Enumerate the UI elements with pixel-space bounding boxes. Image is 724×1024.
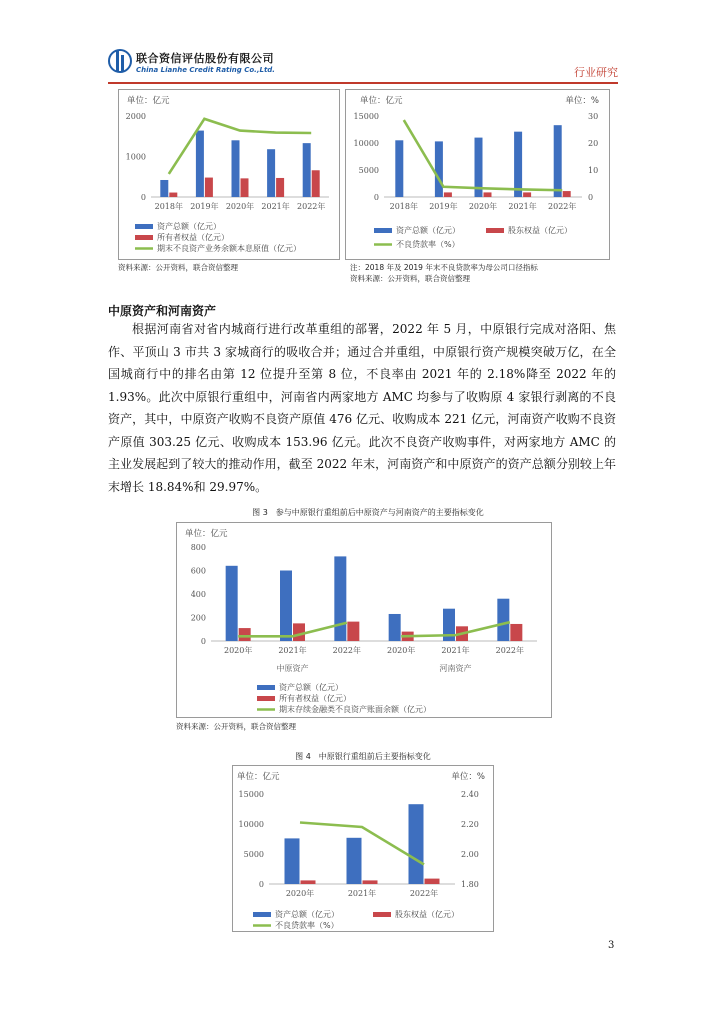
fig1-bar — [303, 143, 311, 197]
fig2-bar — [435, 141, 443, 197]
fig4-ytick-label: 5000 — [243, 850, 264, 859]
fig2-bar — [563, 191, 571, 197]
fig2-source: 资料来源：公开资料，联合资信整理 — [350, 274, 470, 283]
fig4-legend-label: 股东权益（亿元） — [395, 910, 459, 919]
fig2-legend-label: 不良贷款率（%） — [396, 240, 460, 249]
brand-name-cn: 联合资信评估股份有限公司 — [136, 52, 274, 65]
section-tag: 行业研究 — [574, 66, 618, 79]
page-number: 3 — [608, 940, 615, 951]
fig3-xtick-label: 2020年 — [223, 646, 253, 655]
fig1-xtick-label: 2021年 — [261, 202, 290, 211]
fig4-ytick-label: 10000 — [238, 820, 264, 829]
fig3-legend-label: 所有者权益（亿元） — [279, 694, 351, 703]
fig3-line-series — [401, 622, 510, 636]
fig3-xtick-label: 2020年 — [386, 646, 416, 655]
fig3-legend-swatch — [257, 696, 275, 701]
fig2-bar — [444, 192, 452, 197]
fig3-ytick-label: 800 — [190, 543, 206, 552]
fig3-group-label: 河南资产 — [439, 664, 472, 673]
fig1-legend-label: 所有者权益（亿元） — [157, 233, 229, 242]
fig3-source: 资料来源：公开资料，联合资信整理 — [176, 722, 296, 731]
fig1-legend-label: 期末不良资产业务余额本息原值（亿元） — [157, 244, 301, 253]
figure-3-box — [176, 522, 552, 718]
fig1-unit-left: 单位：亿元 — [127, 96, 170, 106]
fig4-unit-right: 单位：% — [451, 772, 485, 782]
fig3-chart — [177, 523, 553, 719]
fig1-bar — [241, 178, 249, 197]
fig4-y2tick-label: 2.20 — [461, 820, 479, 829]
fig4-bar — [347, 838, 362, 884]
fig3-bar — [389, 614, 401, 641]
fig1-bar — [196, 131, 204, 197]
fig2-legend-swatch — [486, 228, 504, 233]
fig2-xtick-label: 2018年 — [389, 202, 418, 211]
figure-2-box — [345, 89, 610, 260]
fig3-unit-left: 单位：亿元 — [185, 529, 228, 539]
fig3-xtick-label: 2022年 — [495, 646, 525, 655]
figure-4-box — [232, 765, 494, 932]
fig4-caption: 图 4 中原银行重组前后主要指标变化 — [295, 752, 431, 761]
fig2-bar — [514, 132, 522, 197]
fig2-xtick-label: 2020年 — [468, 202, 498, 211]
fig2-xtick-label: 2022年 — [548, 202, 577, 211]
fig4-legend-swatch — [253, 912, 271, 917]
fig4-ytick-label: 0 — [258, 880, 264, 889]
fig3-xtick-label: 2021年 — [278, 646, 307, 655]
section-paragraph: 根据河南省对省内城商行进行改革重组的部署，2022 年 5 月，中原银行完成对洛阳、焦作、平顶山 3 市共 3 家城商行的吸收合并；通过合并重组，中原银行资产规模突破万亿，在全国城商行中的排名由第 12 位提升至第 8 位，不良率由 2021 年的 2.18%降至 2022 年的 1.93%。此次中原银行重组中，河南省内两家地方 AMC 均参与了收购原 4 家银行剥离的不良资产，其中，中原资产收购不良资产原值 476 亿元、收购成本 221 亿元，河南资产收购不良资产原值 303.25 亿元、收购成本 153.96 亿元。此次不良资产收购事件，对两家地方 AMC 的主业发展起到了较大的推动作用，截至 2022 年末，河南资产和中原资产的资产总额分别较上年末增长 18.84%和 29.97%。 — [108, 322, 616, 494]
fig2-legend-label: 股东权益（亿元） — [508, 226, 572, 235]
fig4-y2tick-label: 2.40 — [461, 790, 479, 799]
fig1-ytick-label: 0 — [140, 193, 146, 202]
fig3-bar — [347, 622, 359, 641]
fig1-ytick-label: 1000 — [125, 152, 146, 162]
fig2-ytick-label: 0 — [373, 193, 379, 202]
fig1-xtick-label: 2022年 — [297, 202, 326, 211]
fig3-bar — [510, 624, 522, 641]
fig3-bar — [497, 599, 509, 641]
fig3-legend-swatch — [257, 685, 275, 690]
fig2-bar — [395, 140, 403, 197]
fig3-ytick-label: 400 — [190, 590, 206, 599]
fig3-bar — [280, 571, 292, 642]
fig3-xtick-label: 2022年 — [332, 646, 362, 655]
fig2-bar — [484, 192, 492, 197]
fig2-xtick-label: 2019年 — [429, 202, 458, 211]
fig2-bar — [554, 125, 562, 197]
company-logo-icon — [108, 46, 132, 76]
fig1-bar — [160, 180, 168, 197]
fig1-line-series — [169, 119, 311, 174]
fig3-ytick-label: 600 — [190, 566, 206, 576]
fig1-bar — [267, 149, 275, 197]
fig1-bar — [312, 170, 320, 197]
fig2-legend-label: 资产总额（亿元） — [396, 226, 460, 235]
fig2-bar — [523, 192, 531, 197]
fig4-bar — [409, 804, 424, 884]
page-header — [108, 46, 618, 82]
fig2-y2tick-label: 0 — [588, 193, 594, 202]
fig2-unit-right: 单位：% — [565, 96, 599, 106]
fig1-bar — [232, 140, 240, 197]
fig1-source: 资料来源：公开资料，联合资信整理 — [118, 263, 238, 272]
fig3-bar — [239, 628, 251, 641]
fig2-unit-left: 单位：亿元 — [360, 96, 403, 106]
fig2-xtick-label: 2021年 — [508, 202, 537, 211]
fig2-line-series — [404, 120, 562, 190]
fig4-xtick-label: 2021年 — [347, 889, 377, 898]
fig2-ytick-label: 10000 — [353, 139, 379, 148]
fig3-bar — [226, 566, 238, 641]
fig1-chart — [119, 90, 341, 261]
fig2-y2tick-label: 20 — [588, 139, 599, 148]
fig3-line-series — [238, 623, 347, 637]
fig1-bar — [276, 178, 284, 197]
fig1-legend-swatch — [135, 224, 153, 229]
fig2-y2tick-label: 10 — [588, 166, 599, 175]
fig1-bar — [205, 178, 213, 197]
fig1-xtick-label: 2019年 — [190, 202, 219, 211]
fig1-xtick-label: 2018年 — [154, 202, 183, 211]
fig2-note: 注：2018 年及 2019 年末不良贷款率为母公司口径指标 — [350, 263, 538, 272]
fig4-legend-swatch — [373, 912, 391, 917]
fig1-ytick-label: 2000 — [125, 112, 146, 121]
fig3-group-label: 中原资产 — [276, 664, 309, 673]
fig1-legend-swatch — [135, 235, 153, 240]
fig2-ytick-label: 5000 — [358, 166, 379, 175]
header-divider — [108, 82, 618, 84]
fig3-ytick-label: 200 — [190, 613, 206, 623]
fig4-line-series — [300, 823, 424, 865]
fig4-bar — [301, 880, 316, 884]
fig3-bar — [334, 556, 346, 641]
fig3-bar — [293, 623, 305, 641]
fig4-legend-label: 资产总额（亿元） — [275, 910, 339, 919]
fig1-legend-label: 资产总额（亿元） — [157, 222, 221, 231]
brand-name-en: China Lianhe Credit Rating Co.,Ltd. — [136, 66, 275, 74]
fig3-xtick-label: 2021年 — [441, 646, 470, 655]
fig3-legend-label: 资产总额（亿元） — [279, 683, 343, 692]
fig4-xtick-label: 2022年 — [409, 889, 439, 898]
fig4-y2tick-label: 1.80 — [461, 880, 479, 889]
fig4-y2tick-label: 2.00 — [461, 850, 479, 859]
fig4-bar — [363, 880, 378, 884]
section-heading: 中原资产和河南资产 — [108, 304, 217, 318]
fig4-chart — [233, 766, 495, 933]
fig4-xtick-label: 2020年 — [285, 889, 315, 898]
fig4-bar — [285, 838, 300, 884]
fig2-y2tick-label: 30 — [588, 112, 599, 121]
fig3-caption: 图 3 参与中原银行重组前后中原资产与河南资产的主要指标变化 — [252, 508, 484, 517]
fig2-ytick-label: 15000 — [353, 112, 379, 121]
fig1-xtick-label: 2020年 — [225, 202, 255, 211]
fig4-unit-left: 单位：亿元 — [237, 772, 280, 782]
fig4-ytick-label: 15000 — [238, 790, 264, 799]
fig4-legend-label: 不良贷款率（%） — [275, 921, 339, 930]
fig3-legend-label: 期末存续金融类不良资产账面余额（亿元） — [279, 705, 431, 714]
fig2-chart — [346, 90, 611, 261]
fig1-bar — [169, 193, 177, 197]
fig3-ytick-label: 0 — [200, 637, 206, 646]
fig2-legend-swatch — [374, 228, 392, 233]
figure-1-box — [118, 89, 340, 260]
fig4-bar — [425, 879, 440, 884]
